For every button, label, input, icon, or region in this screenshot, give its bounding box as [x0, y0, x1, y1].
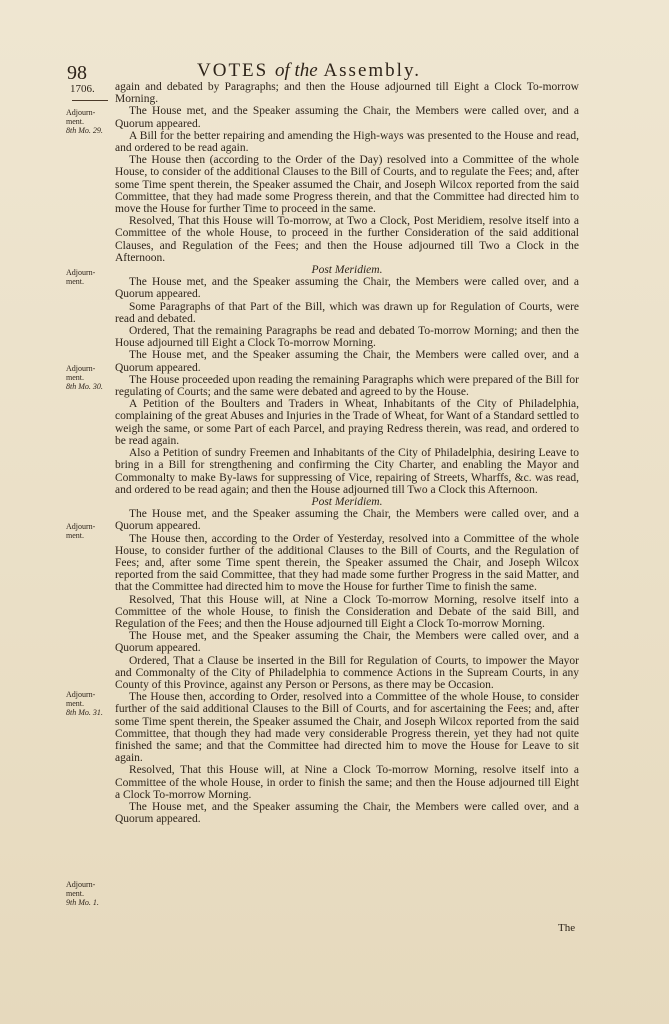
- margin-note-adjournment: [66, 268, 114, 286]
- paragraph: The House then, according to the Order of Yesterday, resolved into a Committee of the whole House, to consider further of the additional Clauses to the Bill of Courts, and the Regulation of Fees; and, after some Time spent therein, the Speaker assumed the Chair, and Joseph Wilcox reported from the said Committee, that they had made some further Progress in the said Matter, and that the Committee had directed him to move the House for further Time to finish the same.: [115, 532, 579, 594]
- margin-note-label: Adjourn- ment.: [66, 268, 96, 286]
- title-votes: VOTES: [197, 60, 269, 81]
- margin-note-date: 8th Mo. 29.: [66, 126, 103, 135]
- paragraph: Resolved, That this House will, at Nine a Clock To-morrow Morning, resolve itself into a Committee of the whole House, in order to finish the same; and then the House adjourned till Eight a Clock To-morrow Morning.: [115, 764, 579, 801]
- paragraph: The House met, and the Speaker assuming the Chair, the Members were called over, and a Quorum appeared.: [115, 508, 579, 533]
- body-text: [115, 81, 579, 825]
- catchword: The: [558, 922, 576, 934]
- margin-flourish: [72, 99, 108, 101]
- margin-note-label: Adjourn- ment.: [66, 364, 96, 382]
- section-heading-post-meridiem: Post Meridiem.: [311, 495, 383, 508]
- paragraph: Resolved, That this House will To-morrow, at Two a Clock, Post Meridiem, resolve itself into a Committee of the whole House, to proceed in the further Consideration of the said additional Clauses, and Regulation of the Fees; and then the House adjourned till Two a Clock in the Afternoon.: [115, 215, 579, 264]
- running-title: [197, 60, 421, 82]
- paragraph: Ordered, That the remaining Paragraphs be read and debated To-morrow Morning; and then the House adjourned till Eight a Clock To-morrow Morning.: [115, 325, 579, 350]
- margin-note-adjournment: [66, 364, 114, 391]
- margin-note-adjournment: [66, 522, 114, 540]
- margin-note-date: 9th Mo. 1.: [66, 898, 99, 907]
- margin-note-adjournment: [66, 690, 114, 717]
- paragraph: The House met, and the Speaker assuming the Chair, the Members were called over, and a Quorum appeared.: [115, 349, 579, 374]
- title-assembly: Assembly.: [323, 60, 421, 81]
- paragraph: A Bill for the better repairing and amending the High-ways was presented to the House and read, and ordered to be read again.: [115, 129, 579, 155]
- paragraph: The House then (according to the Order of the Day) resolved into a Committee of the whole House, to consider of the additional Clauses to the Bill of Courts, and to regulate the Fees; and, after some Time spent therein, the Speaker assumed the Chair, and Joseph Wilcox reported from the said Committee, that they had made some Progress therein, and that the Committee had directed him to move the House for further Time to proceed in the same.: [115, 154, 579, 216]
- paragraph: A Petition of the Boulters and Traders in Wheat, Inhabitants of the City of Philadelphia, complaining of the great Abuses and Injuries in the Trade of Wheat, for Want of a Standard settled to weigh the same, or some Part of each Parcel, and praying Redress therein, was read, and ordered to be read again.: [115, 398, 579, 447]
- margin-note-label: Adjourn- ment.: [66, 522, 96, 540]
- margin-note-date: 8th Mo. 31.: [66, 708, 103, 717]
- paragraph: Also a Petition of sundry Freemen and Inhabitants of the City of Philadelphia, desiring Leave to bring in a Bill for strengthening and confirming the City Charter, and enabling the Mayor and Commonalty to make By-laws for suppressing of Vice, repairing of Streets, Wharffs, &c. was read, and ordered to be read again; and then the House adjourned till Two a Clock this Afternoon.: [115, 447, 579, 496]
- margin-note-date: 8th Mo. 30.: [66, 382, 103, 391]
- margin-note-label: Adjourn- ment.: [66, 690, 96, 708]
- paragraph: Resolved, That this House will, at Nine a Clock To-morrow Morning, resolve itself into a Committee of the whole House, to finish the Consideration and Debate of the said Bill, and Regulation of the Fees; and then the House adjourned till Eight a Clock To-morrow Morning.: [115, 593, 579, 630]
- paragraph: The House met, and the Speaker assuming the Chair, the Members were called over, and a Quorum appeared.: [115, 800, 579, 826]
- margin-note-adjournment: [66, 108, 114, 135]
- paragraph: The House met, and the Speaker assuming the Chair, the Members were called over, and a Quorum appeared.: [115, 105, 579, 130]
- page-number: 98: [67, 62, 87, 84]
- paragraph: Some Paragraphs of that Part of the Bill, which was drawn up for Regulation of Courts, were read and debated.: [115, 300, 579, 325]
- paragraph: The House then, according to Order, resolved into a Committee of the whole House, to consider further of the said additional Clauses to the Bill of Courts, and for ascertaining the Fees; and, after some Time spent therein, the Speaker assumed the Chair, and Joseph Wilcox reported from the said Committee, that though they had made very considerable Progress therein, yet they had not quite finished the same; and that the Committee had directed him to move the House for Leave to sit again.: [115, 691, 579, 765]
- margin-note-label: Adjourn- ment.: [66, 880, 96, 898]
- margin-note-label: Adjourn- ment.: [66, 108, 96, 126]
- margin-note-adjournment: [66, 880, 114, 907]
- title-of-the: of the: [274, 60, 318, 81]
- section-heading-post-meridiem: Post Meridiem.: [311, 264, 383, 277]
- paragraph: The House met, and the Speaker assuming the Chair, the Members were called over, and a Quorum appeared.: [115, 630, 579, 655]
- paragraph: Ordered, That a Clause be inserted in the Bill for Regulation of Courts, to impower the Mayor and Commonalty of the City of Philadelphia to commence Actions in the Supream Courts, in any County of this Province, against any Person or Persons, as there may be Occasion.: [115, 654, 579, 691]
- paragraph: The House met, and the Speaker assuming the Chair, the Members were called over, and a Quorum appeared.: [115, 276, 579, 301]
- paragraph: again and debated by Paragraphs; and then the House adjourned till Eight a Clock To-morrow Morning.: [115, 81, 579, 106]
- paragraph: The House proceeded upon reading the remaining Paragraphs which were prepared of the Bill for regulating of Courts; and the same were debated and agreed to by the House.: [115, 373, 579, 399]
- margin-year: 1706.: [70, 83, 95, 95]
- page-header: [62, 52, 519, 82]
